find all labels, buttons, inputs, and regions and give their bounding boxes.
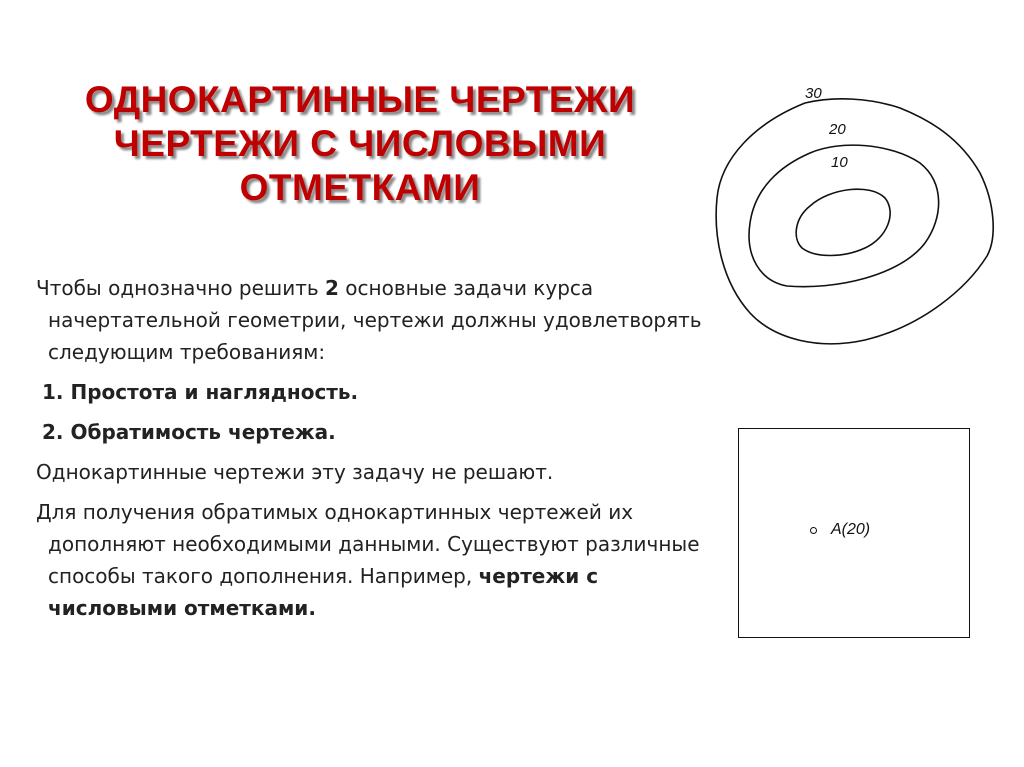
paragraph-methods	[36, 496, 716, 624]
intro-text-end: основные задачи курса начертательной геометрии, чертежи должны удовлетворять следующим требованиям:	[48, 276, 702, 364]
point-label: A(20)	[831, 521, 871, 538]
point-figure-frame	[738, 428, 970, 638]
paragraph-statement: Однокартинные чертежи эту задачу не решают.	[36, 460, 554, 484]
methods-bold-text: чертежи с числовыми отметками.	[48, 564, 599, 620]
requirement-1: 1. Простота и наглядность.	[42, 380, 359, 404]
slide-body	[36, 272, 716, 632]
intro-number: 2	[325, 276, 339, 300]
contour-line-10	[796, 189, 890, 255]
title-line-3: ОТМЕТКАМИ	[239, 167, 481, 208]
requirement-2: 2. Обратимость чертежа.	[42, 420, 336, 444]
methods-text: Для получения обратимых однокартинных чертежей их дополняют необходимыми данными. Существуют различные способы такого дополнения. Например,	[36, 500, 700, 588]
contour-label-30: 30	[805, 85, 822, 102]
contour-line-30	[716, 99, 993, 344]
slide-title	[0, 78, 720, 210]
intro-text-start: Чтобы однозначно решить	[36, 276, 326, 300]
contour-label-10: 10	[831, 154, 848, 171]
contour-drawing	[705, 78, 1005, 353]
title-line-1: ОДНОКАРТИННЫЕ ЧЕРТЕЖИ	[84, 79, 636, 120]
contour-label-20: 20	[829, 121, 846, 138]
title-line-2: ЧЕРТЕЖИ С ЧИСЛОВЫМИ	[113, 123, 607, 164]
point-marker	[810, 527, 817, 534]
paragraph-intro	[36, 272, 716, 368]
